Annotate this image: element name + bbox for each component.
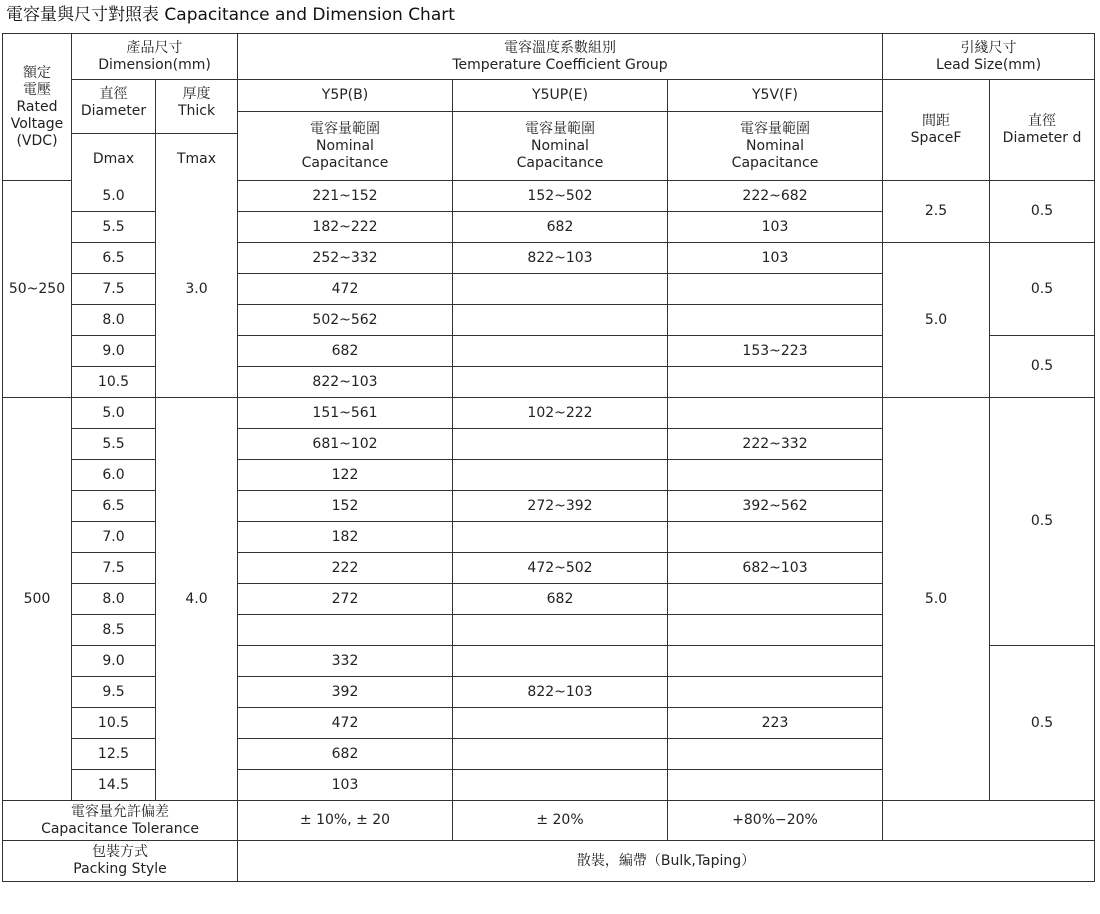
y5p-cell: 682 bbox=[238, 739, 453, 770]
thick-cell: 3.0 bbox=[156, 181, 238, 398]
header-lead-size: 引綫尺寸 Lead Size(mm) bbox=[883, 34, 1095, 80]
diameter-cell: 5.5 bbox=[72, 212, 156, 243]
y5v-cell bbox=[668, 615, 883, 646]
diameter-cell: 8.0 bbox=[72, 584, 156, 615]
y5v-cell: 103 bbox=[668, 243, 883, 274]
y5v-cell bbox=[668, 522, 883, 553]
diameter-cell: 5.0 bbox=[72, 398, 156, 429]
tolerance-y5v: +80%−20% bbox=[668, 801, 883, 841]
y5v-cell bbox=[668, 770, 883, 801]
spacef-cell: 2.5 bbox=[883, 181, 990, 243]
y5v-cell: 223 bbox=[668, 708, 883, 739]
diameter-cell: 8.0 bbox=[72, 305, 156, 336]
y5v-cell bbox=[668, 367, 883, 398]
y5v-cell bbox=[668, 584, 883, 615]
y5up-cell: 102~222 bbox=[453, 398, 668, 429]
header-y5v: Y5V(F) bbox=[668, 80, 883, 112]
y5up-cell bbox=[453, 770, 668, 801]
y5p-cell bbox=[238, 615, 453, 646]
header-y5up: Y5UP(E) bbox=[453, 80, 668, 112]
y5v-cell bbox=[668, 460, 883, 491]
lead-diameter-cell: 0.5 bbox=[990, 646, 1095, 801]
diameter-cell: 14.5 bbox=[72, 770, 156, 801]
lead-diameter-cell: 0.5 bbox=[990, 398, 1095, 646]
packing-row bbox=[3, 841, 1095, 882]
packing-value: 散裝，編帶（Bulk,Taping） bbox=[238, 841, 1095, 882]
diameter-cell: 12.5 bbox=[72, 739, 156, 770]
y5p-cell: 682 bbox=[238, 336, 453, 367]
diameter-cell: 10.5 bbox=[72, 367, 156, 398]
y5v-cell: 392~562 bbox=[668, 491, 883, 522]
diameter-cell: 7.5 bbox=[72, 553, 156, 584]
tmax-label: Tmax bbox=[156, 133, 237, 184]
y5p-cell: 122 bbox=[238, 460, 453, 491]
diameter-cell: 6.5 bbox=[72, 243, 156, 274]
diameter-cell: 5.5 bbox=[72, 429, 156, 460]
y5p-cell: 222 bbox=[238, 553, 453, 584]
header-y5p: Y5P(B) bbox=[238, 80, 453, 112]
diameter-cell: 7.5 bbox=[72, 274, 156, 305]
diameter-cell: 10.5 bbox=[72, 708, 156, 739]
tolerance-y5p: ± 10%, ± 20 bbox=[238, 801, 453, 841]
y5p-cell: 392 bbox=[238, 677, 453, 708]
header-rated-voltage: 額定 電壓 Rated Voltage (VDC) bbox=[3, 34, 72, 181]
lead-diameter-cell: 0.5 bbox=[990, 336, 1095, 398]
y5up-cell bbox=[453, 429, 668, 460]
tolerance-label: 電容量允許偏差 Capacitance Tolerance bbox=[3, 801, 238, 841]
y5p-cell: 221~152 bbox=[238, 181, 453, 212]
tolerance-row bbox=[3, 801, 1095, 841]
header-spacef: 間距 SpaceF bbox=[883, 80, 990, 181]
y5v-cell: 222~332 bbox=[668, 429, 883, 460]
y5p-cell: 822~103 bbox=[238, 367, 453, 398]
y5p-cell: 472 bbox=[238, 274, 453, 305]
y5p-cell: 152 bbox=[238, 491, 453, 522]
packing-label: 包裝方式 Packing Style bbox=[3, 841, 238, 882]
diameter-cell: 9.0 bbox=[72, 646, 156, 677]
tolerance-y5up: ± 20% bbox=[453, 801, 668, 841]
lead-diameter-cell: 0.5 bbox=[990, 243, 1095, 336]
y5v-cell bbox=[668, 677, 883, 708]
header-row bbox=[3, 34, 1095, 80]
y5v-cell: 153~223 bbox=[668, 336, 883, 367]
y5up-cell: 822~103 bbox=[453, 677, 668, 708]
y5p-cell: 182~222 bbox=[238, 212, 453, 243]
y5p-cell: 681~102 bbox=[238, 429, 453, 460]
header-dimension: 產品尺寸 Dimension(mm) bbox=[72, 34, 238, 80]
header-row bbox=[3, 80, 1095, 112]
diameter-cell: 9.5 bbox=[72, 677, 156, 708]
header-thick: 厚度 Thick bbox=[156, 80, 238, 181]
thick-cell: 4.0 bbox=[156, 398, 238, 801]
y5up-cell: 152~502 bbox=[453, 181, 668, 212]
header-nominal-y5v: 電容量範圍 Nominal Capacitance bbox=[668, 112, 883, 181]
y5v-cell: 103 bbox=[668, 212, 883, 243]
tolerance-empty bbox=[883, 801, 1095, 841]
y5up-cell bbox=[453, 646, 668, 677]
y5up-cell bbox=[453, 615, 668, 646]
y5v-cell bbox=[668, 305, 883, 336]
y5v-cell: 222~682 bbox=[668, 181, 883, 212]
diameter-cell: 8.5 bbox=[72, 615, 156, 646]
header-nominal-y5up: 電容量範圍 Nominal Capacitance bbox=[453, 112, 668, 181]
spacef-cell: 5.0 bbox=[883, 398, 990, 801]
y5up-cell bbox=[453, 336, 668, 367]
diameter-cell: 5.0 bbox=[72, 181, 156, 212]
y5up-cell bbox=[453, 739, 668, 770]
y5p-cell: 151~561 bbox=[238, 398, 453, 429]
rated-voltage-cell: 500 bbox=[3, 398, 72, 801]
y5up-cell: 822~103 bbox=[453, 243, 668, 274]
y5p-cell: 502~562 bbox=[238, 305, 453, 336]
y5up-cell bbox=[453, 708, 668, 739]
diameter-cell: 6.5 bbox=[72, 491, 156, 522]
y5up-cell bbox=[453, 522, 668, 553]
y5v-cell bbox=[668, 646, 883, 677]
y5up-cell: 682 bbox=[453, 212, 668, 243]
y5p-cell: 103 bbox=[238, 770, 453, 801]
table-row bbox=[3, 181, 1095, 212]
rated-voltage-cell: 50~250 bbox=[3, 181, 72, 398]
y5up-cell: 472~502 bbox=[453, 553, 668, 584]
header-temp-coefficient-group: 電容溫度系數組別 Temperature Coefficient Group bbox=[238, 34, 883, 80]
y5up-cell bbox=[453, 367, 668, 398]
y5up-cell: 272~392 bbox=[453, 491, 668, 522]
diameter-cell: 6.0 bbox=[72, 460, 156, 491]
header-nominal-y5p: 電容量範圍 Nominal Capacitance bbox=[238, 112, 453, 181]
y5p-cell: 332 bbox=[238, 646, 453, 677]
diameter-cell: 7.0 bbox=[72, 522, 156, 553]
y5p-cell: 472 bbox=[238, 708, 453, 739]
diameter-cell: 9.0 bbox=[72, 336, 156, 367]
y5p-cell: 252~332 bbox=[238, 243, 453, 274]
y5v-cell bbox=[668, 398, 883, 429]
y5v-cell: 682~103 bbox=[668, 553, 883, 584]
dmax-label: Dmax bbox=[72, 133, 155, 184]
lead-diameter-cell: 0.5 bbox=[990, 181, 1095, 243]
y5up-cell bbox=[453, 274, 668, 305]
y5up-cell: 682 bbox=[453, 584, 668, 615]
y5v-cell bbox=[668, 274, 883, 305]
y5up-cell bbox=[453, 305, 668, 336]
header-diameter: 直徑 Diameter bbox=[72, 80, 156, 181]
page-title: 電容量與尺寸對照表 Capacitance and Dimension Chart bbox=[6, 5, 455, 25]
y5v-cell bbox=[668, 739, 883, 770]
y5up-cell bbox=[453, 460, 668, 491]
y5p-cell: 182 bbox=[238, 522, 453, 553]
table-row bbox=[3, 398, 1095, 429]
spacef-cell: 5.0 bbox=[883, 243, 990, 398]
y5p-cell: 272 bbox=[238, 584, 453, 615]
header-diameter-d: 直徑 Diameter d bbox=[990, 80, 1095, 181]
